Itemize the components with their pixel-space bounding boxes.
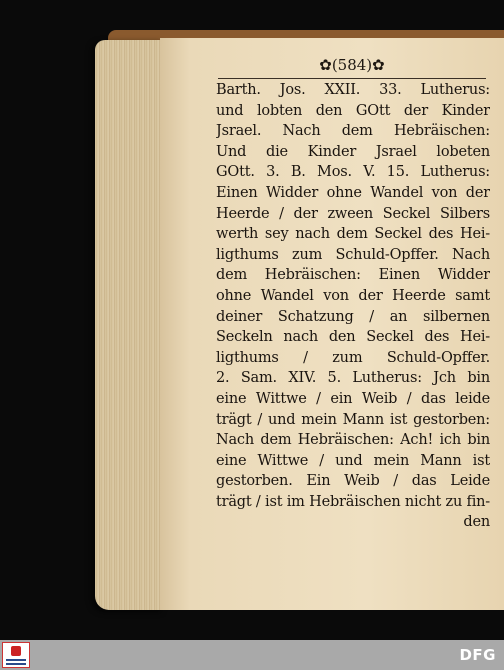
text-line: Seckeln nach den Seckel des Hei- <box>216 329 490 346</box>
text-line: eine Wittwe / und mein Mann ist <box>216 452 490 469</box>
text-line: gestorben. Ein Weib / das Leide <box>216 473 490 490</box>
ornament-left-icon: ✿ <box>319 56 332 74</box>
text-line: Barth. Jos. XXII. 33. Lutherus: <box>216 82 490 98</box>
text-line: ohne Wandel von der Heerde samt <box>216 287 490 304</box>
page-header <box>218 56 486 79</box>
text-line: dem Hebräischen: Einen Widder <box>216 267 490 284</box>
text-line: und lobten den GOtt der Kinder <box>216 102 490 119</box>
text-line: Und die Kinder Jsrael lobeten <box>216 143 490 160</box>
text-line: eine Wittwe / ein Weib / das leide <box>216 390 490 407</box>
text-line: Jsrael. Nach dem Hebräischen: <box>216 123 490 140</box>
text-line: werth sey nach dem Seckel des Hei- <box>216 226 490 243</box>
text-line: 2. Sam. XIV. 5. Lutherus: Jch bin <box>216 370 490 387</box>
text-line: trägt / ist im Hebräischen nicht zu fin- <box>216 493 490 510</box>
text-line: Heerde / der zween Seckel Silbers <box>216 205 490 222</box>
viewer-footer <box>0 640 504 670</box>
catchword: den <box>463 514 490 531</box>
page-number: (584) <box>331 56 373 74</box>
page-text <box>216 80 490 533</box>
library-crest-icon[interactable] <box>2 642 30 668</box>
text-line: ligthums zum Schuld-Opffer. Nach <box>216 246 490 263</box>
page-edges <box>95 40 165 610</box>
text-line: Nach dem Hebräischen: Ach! ich bin <box>216 432 490 449</box>
dfg-logo[interactable]: DFG <box>459 646 496 664</box>
text-line: deiner Schatzung / an silbernen <box>216 308 490 325</box>
text-line: GOtt. 3. B. Mos. V. 15. Lutherus: <box>216 164 490 181</box>
text-line: Einen Widder ohne Wandel von der <box>216 184 490 201</box>
text-line: trägt / und mein Mann ist gestorben: <box>216 411 490 428</box>
text-line: ligthums / zum Schuld-Opffer. <box>216 349 490 366</box>
ornament-right-icon: ✿ <box>372 56 385 74</box>
